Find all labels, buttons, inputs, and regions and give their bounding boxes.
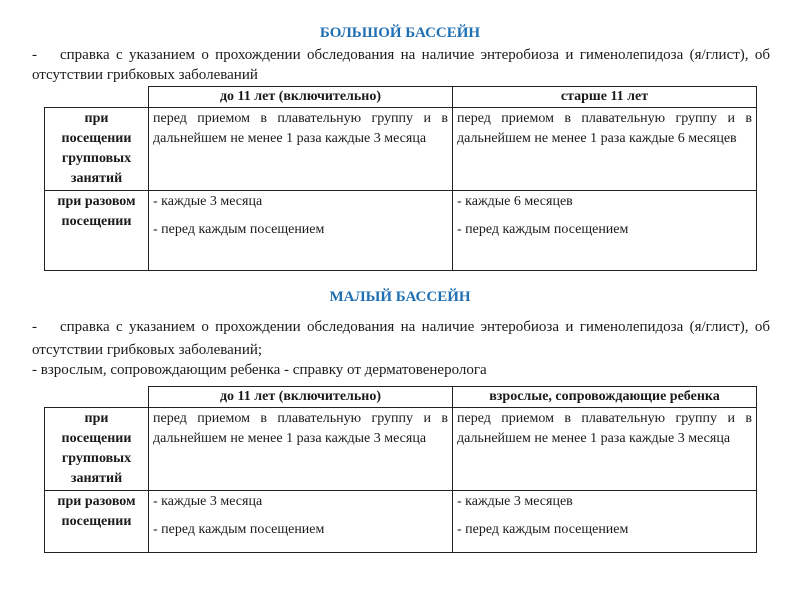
row-label: при разовом посещении xyxy=(45,491,149,553)
big-pool-table xyxy=(44,86,757,271)
big-pool-note xyxy=(32,45,770,85)
table-cell: перед приемом в плавательную группу и в дальнейшем не менее 1 раза каждые 6 месяцев xyxy=(453,108,757,191)
small-pool-title: МАЛЫЙ БАССЕЙН xyxy=(329,289,471,305)
list-item: - перед каждым посещением xyxy=(153,222,325,237)
table-cell: перед приемом в плавательную группу и в дальнейшем не менее 1 раза каждые 3 месяца xyxy=(149,108,453,191)
table-cell xyxy=(453,491,757,553)
table-cell xyxy=(149,491,453,553)
column-header: до 11 лет (включительно) xyxy=(149,87,453,108)
row-label: при разовом посещении xyxy=(45,191,149,271)
note-dash: - xyxy=(32,47,37,63)
table-row xyxy=(45,491,757,553)
list-item: - каждые 3 месяцев xyxy=(457,494,573,509)
column-header: старше 11 лет xyxy=(453,87,757,108)
table-cell xyxy=(453,191,757,271)
table-cell xyxy=(149,191,453,271)
note-dash: - xyxy=(32,319,37,335)
small-pool-table xyxy=(44,386,757,553)
list-item: - перед каждым посещением xyxy=(457,522,629,537)
table-cell: перед приемом в плавательную группу и в дальнейшем не менее 1 раза каждые 3 месяца xyxy=(453,408,757,491)
list-item: - каждые 3 месяца xyxy=(153,194,263,209)
big-pool-note-text: справка с указанием о прохождении обследования на наличие энтеробиоза и гименолепидоза (я/глист), об отсутствии грибковых заболеваний xyxy=(32,47,770,83)
table-header-row xyxy=(45,387,757,408)
table-header-row xyxy=(45,87,757,108)
table-corner-cell xyxy=(45,387,149,408)
column-header: до 11 лет (включительно) xyxy=(149,387,453,408)
list-item: - каждые 3 месяца xyxy=(153,494,263,509)
table-row xyxy=(45,191,757,271)
small-pool-note-adults: - взрослым, сопровождающим ребенка - справку от дерматовенеролога xyxy=(32,362,487,378)
list-item: - перед каждым посещением xyxy=(153,522,325,537)
table-corner-cell xyxy=(45,87,149,108)
small-pool-note xyxy=(32,316,770,362)
row-label: при посещении групповых занятий xyxy=(45,408,149,491)
table-row xyxy=(45,108,757,191)
small-pool-note-text: справка с указанием о прохождении обследования на наличие энтеробиоза и гименолепидоза (я/глист), об отсутствии грибковых заболеваний; xyxy=(32,319,770,358)
row-label: при посещении групповых занятий xyxy=(45,108,149,191)
table-row xyxy=(45,408,757,491)
big-pool-title: БОЛЬШОЙ БАССЕЙН xyxy=(319,25,481,41)
list-item: - каждые 6 месяцев xyxy=(457,194,573,209)
column-header: взрослые, сопровождающие ребенка xyxy=(453,387,757,408)
list-item: - перед каждым посещением xyxy=(457,222,629,237)
table-cell: перед приемом в плавательную группу и в дальнейшем не менее 1 раза каждые 3 месяца xyxy=(149,408,453,491)
